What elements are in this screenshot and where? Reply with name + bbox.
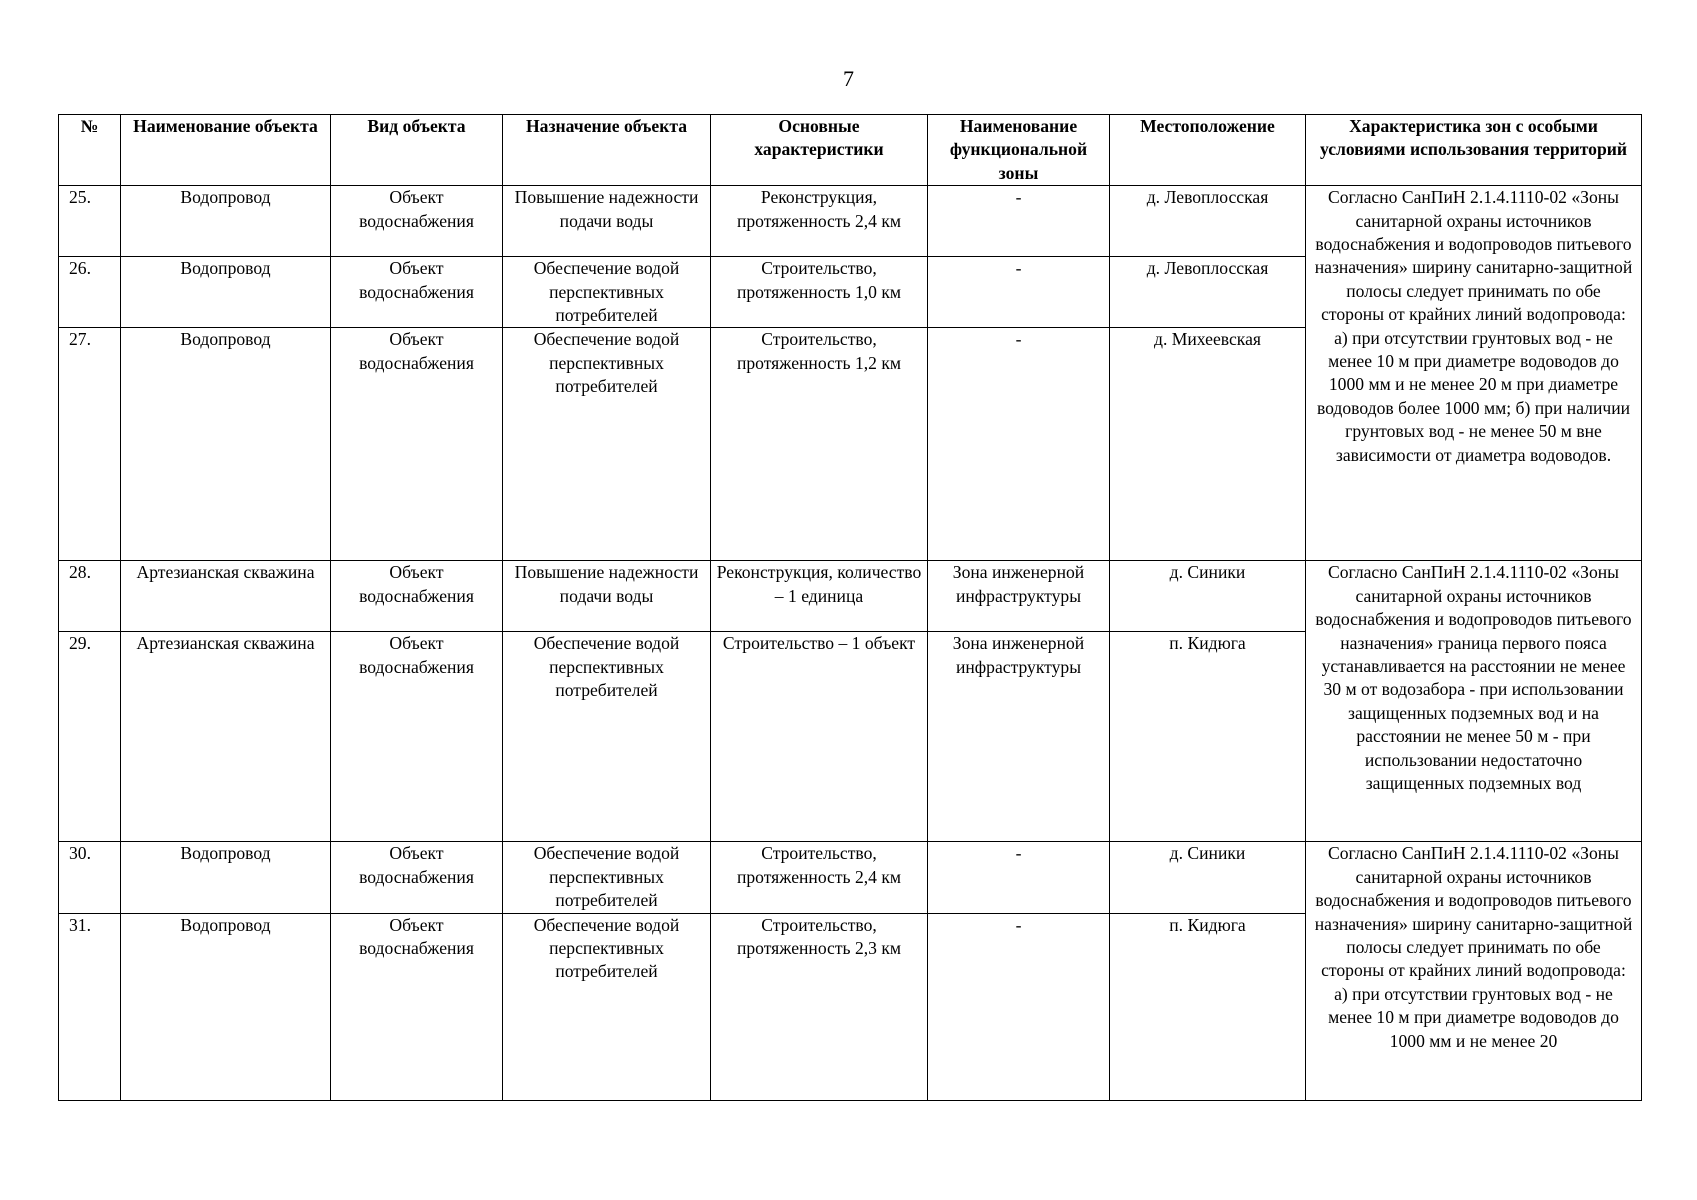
table-row (59, 842, 1642, 913)
object-type: Объект водоснабжения (331, 842, 503, 913)
object-name: Артезианская скважина (121, 632, 331, 842)
object-name: Водопровод (121, 842, 331, 913)
row-number: 28. (59, 561, 121, 632)
object-characteristics: Строительство, протяженность 2,4 км (711, 842, 928, 913)
object-characteristics: Строительство, протяженность 1,0 км (711, 257, 928, 328)
header-functional-zone: Наименование функциональной зоны (928, 115, 1110, 186)
row-number: 31. (59, 913, 121, 1100)
object-location: п. Кидюга (1110, 913, 1306, 1100)
object-type: Объект водоснабжения (331, 186, 503, 257)
object-location: д. Синики (1110, 561, 1306, 632)
object-type: Объект водоснабжения (331, 328, 503, 561)
row-number: 26. (59, 257, 121, 328)
object-type: Объект водоснабжения (331, 632, 503, 842)
object-purpose: Обеспечение водой перспективных потребителей (503, 257, 711, 328)
object-purpose: Повышение надежности подачи воды (503, 186, 711, 257)
row-number: 30. (59, 842, 121, 913)
object-name: Водопровод (121, 186, 331, 257)
functional-zone: - (928, 328, 1110, 561)
zone-note: Согласно СанПиН 2.1.4.1110-02 «Зоны санитарной охраны источников водоснабжения и водопроводов питьевого назначения» ширину санитарно-защитной полосы следует принимать по обе стороны от крайних линий водопровода: а) при отсутствии грунтовых вод - не менее 10 м при диаметре водоводов до 1000 мм и не менее 20 (1306, 842, 1642, 1100)
object-name: Водопровод (121, 328, 331, 561)
functional-zone: - (928, 842, 1110, 913)
object-type: Объект водоснабжения (331, 257, 503, 328)
header-location: Местоположение (1110, 115, 1306, 186)
object-purpose: Повышение надежности подачи воды (503, 561, 711, 632)
object-characteristics: Реконструкция, протяженность 2,4 км (711, 186, 928, 257)
zone-note: Согласно СанПиН 2.1.4.1110-02 «Зоны санитарной охраны источников водоснабжения и водопроводов питьевого назначения» ширину санитарно-защитной полосы следует принимать по обе стороны от крайних линий водопровода: а) при отсутствии грунтовых вод - не менее 10 м при диаметре водоводов до 1000 мм и не менее 20 м при диаметре водоводов более 1000 мм; б) при наличии грунтовых вод - не менее 50 м вне зависимости от диаметра водоводов. (1306, 186, 1642, 561)
header-zone-characteristics: Характеристика зон с особыми условиями использования территорий (1306, 115, 1642, 186)
functional-zone: - (928, 257, 1110, 328)
object-location: д. Левоплосская (1110, 186, 1306, 257)
object-characteristics: Строительство, протяженность 1,2 км (711, 328, 928, 561)
object-location: д. Михеевская (1110, 328, 1306, 561)
object-name: Артезианская скважина (121, 561, 331, 632)
header-object-purpose: Назначение объекта (503, 115, 711, 186)
table-row (59, 561, 1642, 632)
header-number: № (59, 115, 121, 186)
object-purpose: Обеспечение водой перспективных потребителей (503, 913, 711, 1100)
zone-note: Согласно СанПиН 2.1.4.1110-02 «Зоны санитарной охраны источников водоснабжения и водопроводов питьевого назначения» граница первого пояса устанавливается на расстоянии не менее 30 м от водозабора - при использовании защищенных подземных вод и на расстоянии не менее 50 м - при использовании недостаточно защищенных подземных вод (1306, 561, 1642, 842)
table-row (59, 186, 1642, 257)
header-main-characteristics: Основные характеристики (711, 115, 928, 186)
object-purpose: Обеспечение водой перспективных потребителей (503, 632, 711, 842)
row-number: 29. (59, 632, 121, 842)
object-type: Объект водоснабжения (331, 913, 503, 1100)
object-location: д. Левоплосская (1110, 257, 1306, 328)
functional-zone: - (928, 913, 1110, 1100)
object-characteristics: Строительство – 1 объект (711, 632, 928, 842)
objects-table (58, 114, 1642, 1101)
object-characteristics: Реконструкция, количество – 1 единица (711, 561, 928, 632)
header-object-type: Вид объекта (331, 115, 503, 186)
object-location: п. Кидюга (1110, 632, 1306, 842)
object-location: д. Синики (1110, 842, 1306, 913)
object-name: Водопровод (121, 257, 331, 328)
object-purpose: Обеспечение водой перспективных потребителей (503, 842, 711, 913)
object-name: Водопровод (121, 913, 331, 1100)
functional-zone: - (928, 186, 1110, 257)
row-number: 27. (59, 328, 121, 561)
object-purpose: Обеспечение водой перспективных потребителей (503, 328, 711, 561)
functional-zone: Зона инженерной инфраструктуры (928, 561, 1110, 632)
header-object-name: Наименование объекта (121, 115, 331, 186)
row-number: 25. (59, 186, 121, 257)
page-number: 7 (843, 66, 854, 91)
object-type: Объект водоснабжения (331, 561, 503, 632)
object-characteristics: Строительство, протяженность 2,3 км (711, 913, 928, 1100)
table-header-row (59, 115, 1642, 186)
functional-zone: Зона инженерной инфраструктуры (928, 632, 1110, 842)
